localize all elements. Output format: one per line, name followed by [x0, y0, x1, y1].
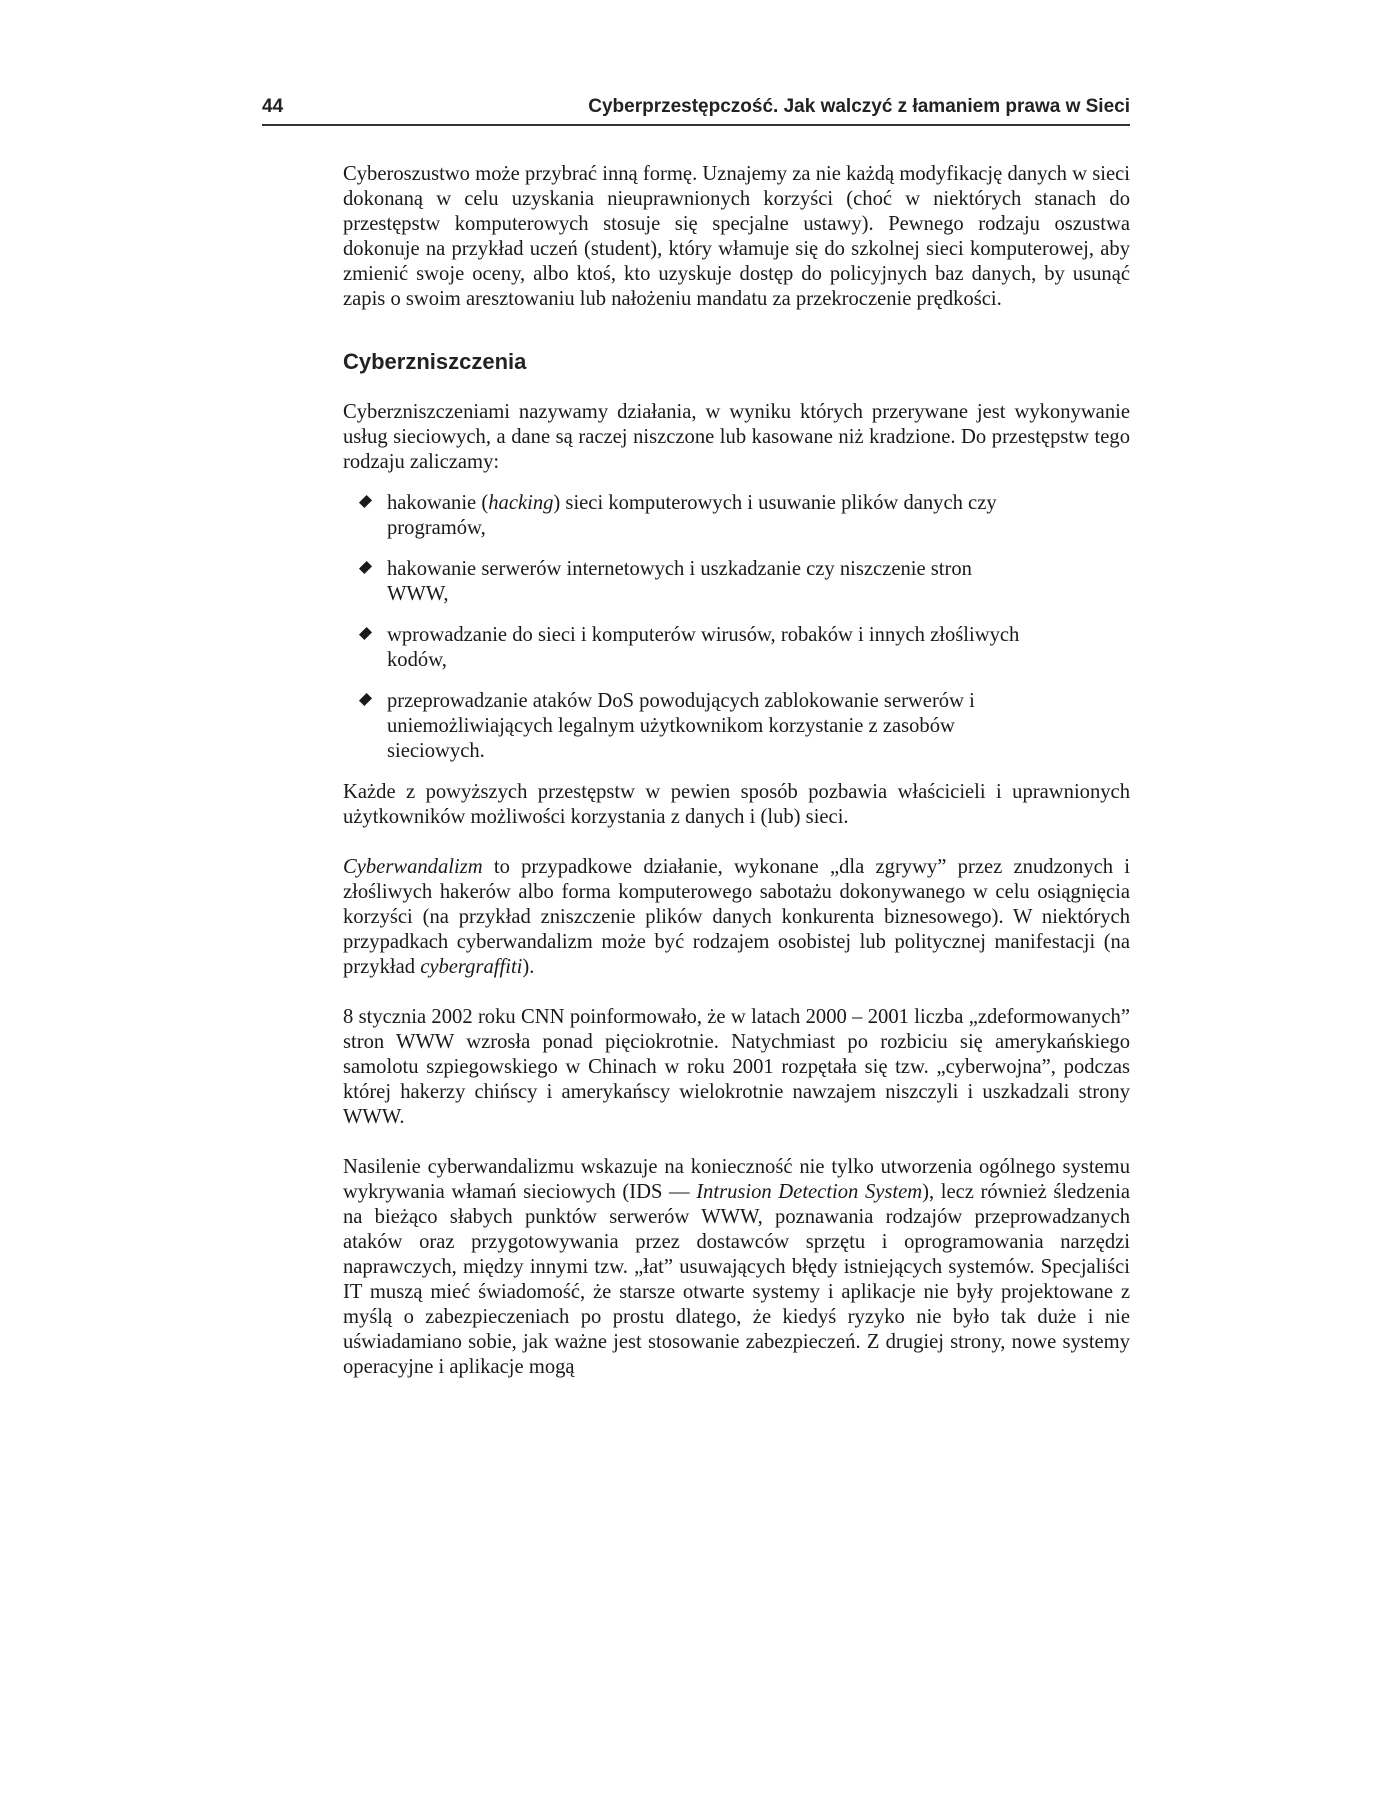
header-rule — [262, 124, 1130, 126]
diamond-bullet-icon — [359, 693, 372, 706]
paragraph-cybervandalism: Cyberwandalizm to przypadkowe działanie, wykonane „dla zgrywy” przez znudzonych i złośliwych hakerów albo forma komputerowego sabotażu dokonywanego w celu osiągnięcia korzyści (na przykład zniszczenie plików danych konkurenta biznesowego). W niektórych przypadkach cyberwandalizm może być rodzajem osobistej lub politycznej manifestacji (na przykład cybergraffiti). — [343, 856, 1130, 978]
paragraph-ids: Nasilenie cyberwandalizmu wskazuje na konieczność nie tylko utworzenia ogólnego systemu wykrywania włamań sieciowych (IDS — Intrusion Detection System), lecz również śledzenia na bieżąco słabych punktów serwerów WWW, poznawania rodzajów przeprowadzanych ataków oraz przygotowywania przez dostawców sprzętu i oprogramowania narzędzi naprawczych, między innymi tzw. „łat” usuwających błędy istniejących systemów. Specjaliści IT muszą mieć świadomość, że starsze otwarte systemy i aplikacje nie były projektowane z myślą o zabezpieczeniach po prostu dlatego, że kiedyś ryzyko nie było tak duże i nie uświadamiano sobie, jak ważne jest stosowanie zabezpieczeń. Z drugiej strony, nowe systemy operacyjne i aplikacje mogą — [343, 1156, 1130, 1378]
list-item: hakowanie (hacking) sieci komputerowych i usuwanie plików danych czy programów, — [343, 491, 1023, 541]
paragraph-cyberfraud: Cyberoszustwo może przybrać inną formę. Uznajemy za nie każdą modyfikację danych w sieci dokonaną w celu uzyskania nieuprawnionych korzyści (choć w niektórych stanach do przestępstw komputerowych stosuje się specjalne ustawy). Pewnego rodzaju oszustwa dokonuje na przykład uczeń (student), który włamuje się do szkolnej sieci komputerowej, aby zmienić swoje oceny, albo ktoś, kto uzyskuje dostęp do policyjnych baz danych, by usunąć zapis o swoim aresztowaniu lub nałożeniu mandatu za przekroczenie prędkości. — [343, 163, 1130, 310]
running-title: Cyberprzestępczość. Jak walczyć z łamaniem prawa w Sieci — [588, 96, 1130, 117]
list-item: wprowadzanie do sieci i komputerów wirusów, robaków i innych złośliwych kodów, — [343, 623, 1023, 673]
bullet-list — [343, 491, 1023, 764]
page-body — [343, 162, 1130, 1380]
page-number: 44 — [262, 96, 284, 117]
list-item: przeprowadzanie ataków DoS powodujących zablokowanie serwerów i uniemożliwiających legalnym użytkownikom korzystanie z zasobów sieciowych. — [343, 689, 1023, 764]
list-item: hakowanie serwerów internetowych i uszkadzanie czy niszczenie stron WWW, — [343, 557, 1023, 607]
diamond-bullet-icon — [359, 495, 372, 508]
paragraph-definition: Cyberzniszczeniami nazywamy działania, w wyniku których przerywane jest wykonywanie usług sieciowych, a dane są raczej niszczone lub kasowane niż kradzione. Do przestępstw tego rodzaju zaliczamy: — [343, 401, 1130, 473]
page-header — [262, 96, 1130, 126]
paragraph-cnn-report: 8 stycznia 2002 roku CNN poinformowało, że w latach 2000 – 2001 liczba „zdeformowanych” stron WWW wzrosła ponad pięciokrotnie. Natychmiast po rozbiciu się amerykańskiego samolotu szpiegowskiego w Chinach w roku 2001 rozpętała się tzw. „cyberwojna”, podczas której hakerzy chińscy i amerykańscy wielokrotnie nawzajem niszczyli i uszkadzali strony WWW. — [343, 1006, 1130, 1128]
diamond-bullet-icon — [359, 561, 372, 574]
section-heading: Cyberzniszczenia — [343, 349, 527, 374]
diamond-bullet-icon — [359, 627, 372, 640]
paragraph-consequences: Każde z powyższych przestępstw w pewien sposób pozbawia właścicieli i uprawnionych użytkowników możliwości korzystania z danych i (lub) sieci. — [343, 781, 1130, 828]
